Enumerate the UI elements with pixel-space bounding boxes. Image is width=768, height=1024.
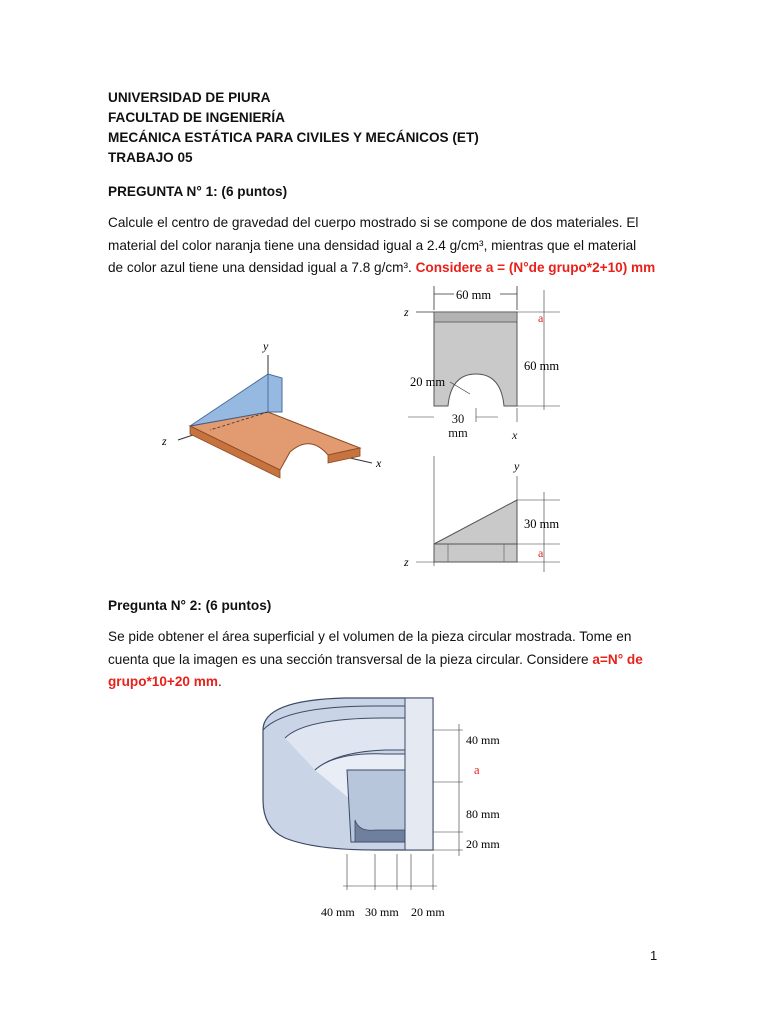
q2-statement (108, 626, 662, 694)
bottom-dim-40: 40 mm (321, 905, 355, 919)
front-view-plate (434, 312, 517, 406)
q1-statement (108, 212, 662, 280)
q2-line-2-text: cuenta que la imagen es una sección transversal de la pieza circular. Considere (108, 651, 593, 667)
page-number: 1 (650, 948, 658, 963)
q1-line-1: Calcule el centro de gravedad del cuerpo mostrado si se compone de dos materiales. El (108, 215, 639, 230)
dim-20-mm: 20 mm (466, 837, 500, 851)
q2-consider-text: a=N° de (592, 651, 643, 667)
x-axis-line (350, 458, 372, 463)
q2-line-3-end: . (217, 674, 222, 689)
dim-a-side: a (538, 546, 544, 560)
side-view-triangle (434, 500, 517, 544)
q2-circular-piece-figure (255, 690, 515, 920)
dim-a-front: a (538, 311, 544, 325)
axis-z-label-front: z (404, 305, 409, 319)
dim-a-q2: a (474, 763, 480, 777)
dim-60-side: 60 mm (524, 359, 560, 373)
axis-z-label-side: z (404, 555, 409, 569)
header-faculty: FACULTAD DE INGENIERÍA (108, 110, 285, 125)
dim-40-mm: 40 mm (466, 733, 500, 747)
q1-side-view (400, 456, 580, 576)
axis-x-label-front: x (512, 428, 518, 442)
dim-30-side: 30 mm (524, 517, 560, 531)
bottom-dim-30: 30 mm (365, 905, 399, 919)
axis-x-label-iso: x (376, 456, 382, 470)
bottom-dim-20: 20 mm (411, 905, 445, 919)
axis-z-label-iso: z (162, 434, 167, 448)
side-view-base (434, 544, 517, 562)
dim-30-value: 30 (451, 412, 465, 426)
q1-line-3 (108, 257, 662, 280)
q1-front-view (400, 282, 580, 422)
q2-title: Pregunta N° 2: (6 puntos) (108, 598, 272, 613)
q1-line-2: material del color naranja tiene una densidad igual a 2.4 g/cm³, mientras que el material (108, 237, 637, 253)
q1-consider-text: Considere a = (N°de grupo*2+10) mm (415, 260, 656, 275)
header-university: UNIVERSIDAD DE PIURA (108, 90, 271, 105)
axis-y-label: y (263, 339, 269, 353)
dim-60-top: 60 mm (456, 288, 492, 302)
front-view-a-strip (434, 312, 517, 322)
dim-30-label (446, 412, 470, 440)
q2-consider-text-cont: grupo*10+20 mm (108, 674, 218, 689)
dim-20: 20 mm (410, 375, 446, 389)
q2-line-1: Se pide obtener el área superficial y el volumen de la pieza circular mostrada. Tome en (108, 629, 632, 644)
dim-30-unit: mm (448, 426, 468, 440)
axis-y-label-side: y (514, 459, 520, 473)
q1-title: PREGUNTA N° 1: (6 puntos) (108, 184, 288, 199)
dim-80-mm: 80 mm (466, 807, 500, 821)
header-course: MECÁNICA ESTÁTICA PARA CIVILES Y MECÁNICOS (ET) (108, 130, 479, 145)
q2-line-2 (108, 649, 662, 672)
header-assignment: TRABAJO 05 (108, 150, 193, 165)
section-face (405, 698, 433, 850)
q1-isometric-figure (150, 330, 400, 480)
q1-line-3-text: de color azul tiene una densidad igual a 7.8 g/cm³. (108, 260, 416, 275)
